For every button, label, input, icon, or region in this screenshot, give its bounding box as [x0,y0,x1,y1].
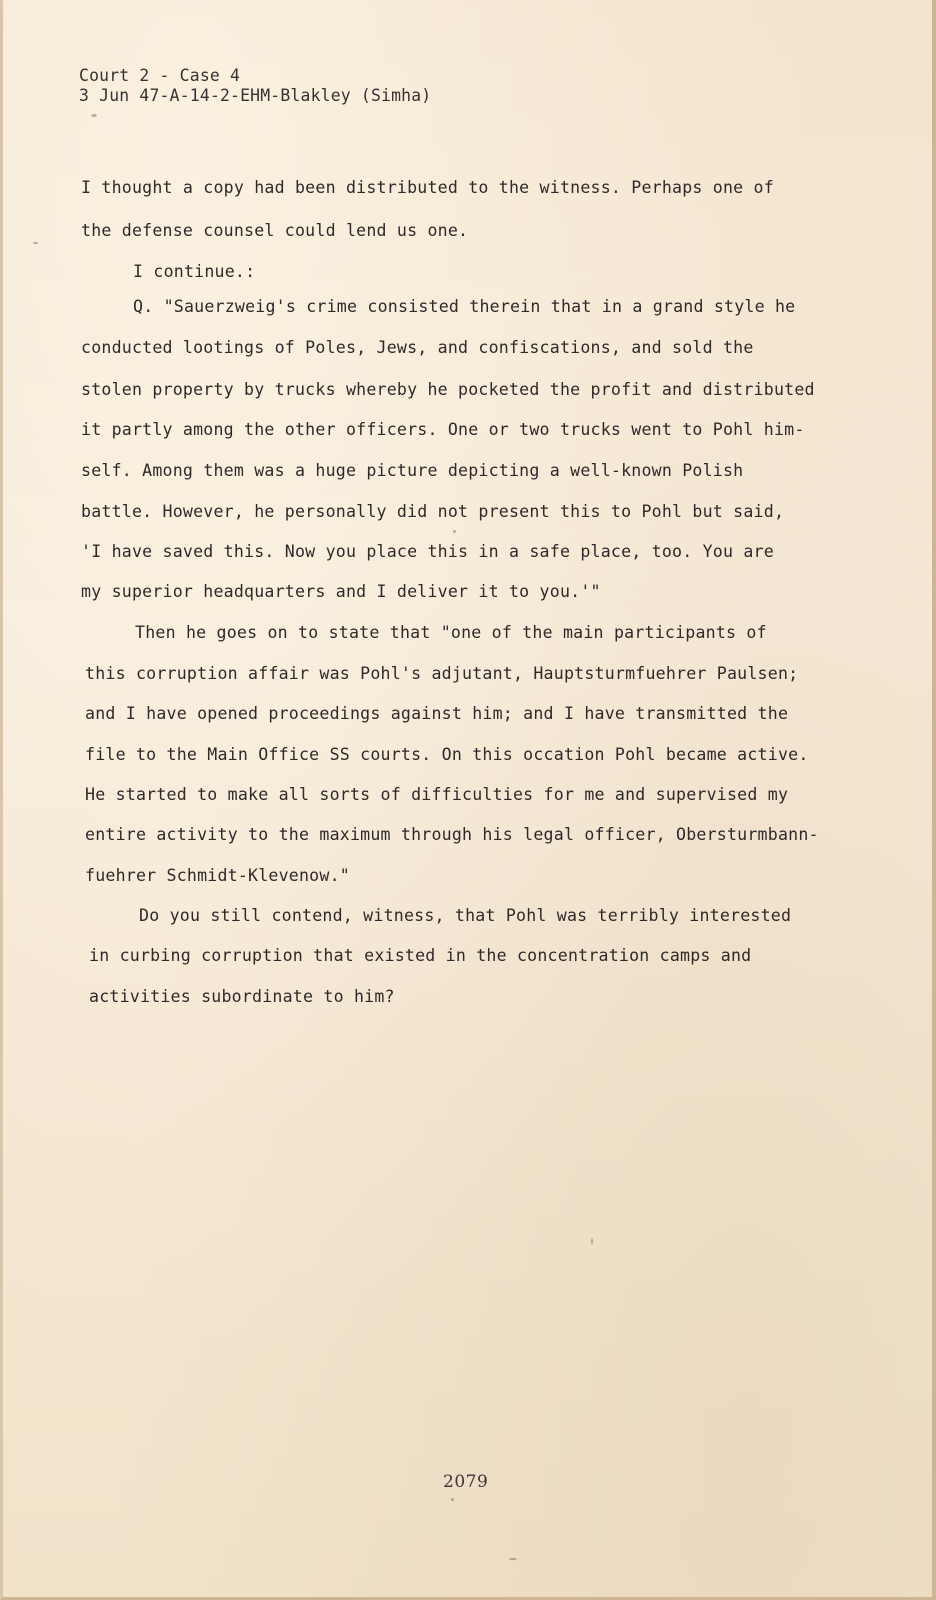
body-line: my superior headquarters and I deliver it to you.'" [81,582,601,601]
body-line: He started to make all sorts of difficulties for me and supervised my [85,785,789,804]
body-line: activities subordinate to him? [89,987,395,1006]
body-line: in curbing corruption that existed in the concentration camps and [89,946,752,965]
body-line: self. Among them was a huge picture depicting a well-known Polish [81,461,744,480]
paper-speck [33,242,38,244]
body-line: I thought a copy had been distributed to the witness. Perhaps one of [81,178,774,197]
body-line: fuehrer Schmidt-Klevenow." [85,866,350,885]
body-line: it partly among the other officers. One or two trucks went to Pohl him- [81,420,805,439]
page-number: 2079 [443,1472,489,1492]
body-line: Q. "Sauerzweig's crime consisted therein that in a grand style he [133,297,796,316]
body-line: file to the Main Office SS courts. On this occation Pohl became active. [85,745,809,764]
body-line: conducted lootings of Poles, Jews, and confiscations, and sold the [81,338,754,357]
body-line: I continue.: [133,262,256,281]
header-session-ref: 3 Jun 47-A-14-2-EHM-Blakley (Simha) [79,86,432,105]
body-line: and I have opened proceedings against him; and I have transmitted the [85,704,789,723]
body-line: the defense counsel could lend us one. [81,221,469,240]
body-line: battle. However, he personally did not present this to Pohl but said, [81,502,785,521]
paper-speck [453,530,456,533]
body-line: Then he goes on to state that "one of the main participants of [135,623,767,642]
paper-speck [509,1558,517,1560]
body-line: this corruption affair was Pohl's adjutant, Hauptsturmfuehrer Paulsen; [85,664,799,683]
body-line: stolen property by trucks whereby he pocketed the profit and distributed [81,380,815,399]
paper-speck [591,1238,593,1244]
body-line: 'I have saved this. Now you place this in a safe place, too. You are [81,542,774,561]
paper-speck [451,1498,454,1501]
body-line: entire activity to the maximum through his legal officer, Obersturmbann- [85,825,819,844]
paper-speck [91,114,97,117]
body-line: Do you still contend, witness, that Pohl was terribly interested [139,906,792,925]
header-court-case: Court 2 - Case 4 [79,66,241,85]
